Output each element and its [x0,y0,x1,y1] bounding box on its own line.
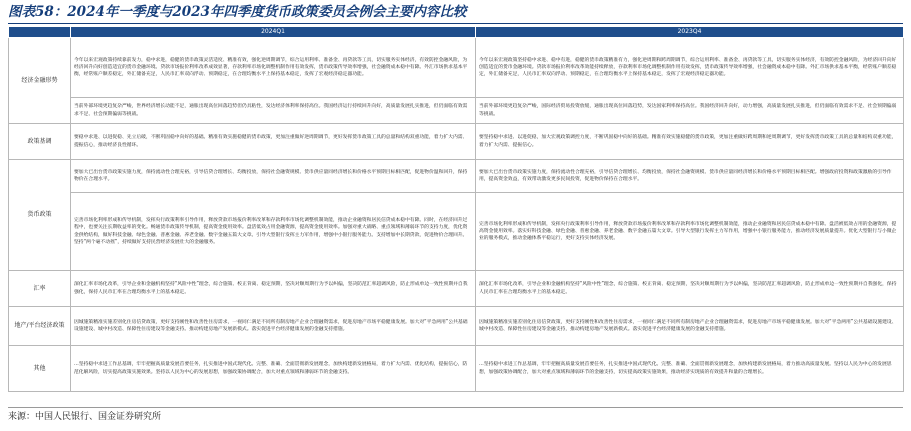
q4-cell: 深化汇率市场化改革，引导企业和金融机构坚持“风险中性”理念，综合施策、校正背离、稳定预期，坚决对顺周期行为予以纠偏，坚决防范汇率超调风险，防止形成单边一致性预期并自我强化，保持人民币汇率在合理均衡水平上的基本稳定。 [476,271,904,307]
q1-cell: 要稳中求进、以进促稳、先立后破，不断巩固稳中向好的基础。精准有效实施稳健的货币政策，更加注重做好逆周期调节，更好发挥货币政策工具的总量和结构双重功能，着力扩大内需、提振信心，推动经济良性循环。 [71,124,476,160]
comparison-table [8,26,904,392]
source-divider [8,407,903,408]
q4-cell: …坚持稳中求进工作总基调，牢牢把握高质量发展首要任务，扎实推进中国式现代化。完整、准确、全面贯彻新发展理念，加快构建新发展格局，着力推动高质量发展。坚持以人民为中心的发展思想，加强政策协调配合，加大对重点领域和薄弱环节的金融支持，切实提高政策实施效果，推动经济实现质的有效提升和量的合理增长。 [476,346,904,392]
table-row [9,160,904,193]
category-cell: 地产/平台经济政策 [9,307,71,346]
table-row [9,346,904,392]
q4-cell: 因城施策精准实施差别化住房信贷政策，更好支持刚性和改善性住房需求，一视同仁满足不同所有制房地产企业合理融资需求，促进房地产市场平稳健康发展。加大对“平急两用”公共基础设施建设、城中村改造、保障性住房建设等金融支持，推动构建房地产发展新模式。落实促进平台经济健康发展的金融支持措施。 [476,307,904,346]
table-row [9,193,904,271]
q1-cell: 因城施策精准实施差别化住房信贷政策，更好支持刚性和改善性住房需求，一视同仁满足不同所有制房地产企业合理融资需求，促进房地产市场平稳健康发展。加大对“平急两用”公共基础设施建设、城中村改造、保障性住房建设等金融支持。推动构建房地产发展新模式。落实促进平台经济健康发展的金融支持措施。 [71,307,476,346]
q4-cell: 完善市场化利率形成和传导机制，发挥央行政策利率引导作用，释放贷款市场报价利率改革和存款利率市场化调整机制效能，推动企业融资和居民信贷成本稳中有降。盘活被低效占用的金融资源，提高资金使用效率。落实好科技金融、绿色金融、普惠金融、养老金融、数字金融五篇大文章。引导大型银行发挥主力军作用，增强中小银行服务能力，推动经济发展质量提升。优化大型银行与小微企业的服务模式，推动金融体系平稳运行，更好支持实体经济发展。 [476,193,904,271]
category-cell: 政策基调 [9,124,71,160]
table-row [9,38,904,98]
q4-cell: 要加大已出台货币政策实施力度，保持流动性合理充裕，引导信贷合理增长、均衡投放，保持社会融资规模、货币供应量同经济增长和价格水平预期目标相匹配。增强政府投资和政策激励的引导作用，提高资金效益，有效带动激发更多民间投资，促进物价保持在合理水平。 [476,160,904,193]
q1-cell: 今年以来宏观政策持续靠前发力，稳中求进，稳健的货币政策灵活适度、精准有效，强化逆周期调节，综合运用利率、准备金、再贷款等工具，切实服务实体经济，有效防控金融风险，为经济回升向好创造适宜的货币金融环境。贷款市场报价利率改革成效显著，存款利率市场化调整机制作用有效发挥，货币政策传导效率增强，社会融资成本稳中有降。外汇市场供求基本平衡，经常账户顺差稳定，外汇储备充足，人民币汇率双向浮动、预期稳定，在合理均衡水平上保持基本稳定，发挥了宏观经济稳定器功能。 [71,38,476,98]
header-category [9,27,71,38]
title-divider [8,23,903,24]
category-cell: 汇率 [9,271,71,307]
q1-cell: 完善市场化利率形成和传导机制，发挥央行政策利率引导作用，释放贷款市场报价利率改革和存款利率市场化调整机制效能，推动企业融资和居民信贷成本稳中有降。同时，在经济回升过程中，也要关注长期收益率的变化。畅通货币政策传导机制，提高资金使用效率。盘活低效占用金融资源，提高资金使用效率。加强对重大战略、重点领域和薄弱环节的支持力度，优化资金供给结构，做好科技金融、绿色金融、普惠金融、养老金融、数字金融五篇大文章。引导大型银行发挥主力军作用，增强中小银行服务能力。支持增加中长期贷款，促进物价合理回升。坚持“两个毫不动摇”，持续做好支持民营经济发展壮大的金融服务。 [71,193,476,271]
table-row [9,271,904,307]
q1-cell: …坚持稳中求进工作总基调，牢牢把握高质量发展首要任务，扎实推进中国式现代化。完整、准确、全面贯彻新发展理念，加快构建新发展格局，着力扩大内需、优化结构，提振信心，防范化解风险，切实提高政策实施效果。坚持以人民为中心的发展思想，加强政策协调配合，加大对重点领域和薄弱环节的金融支持。 [71,346,476,392]
q4-cell: 要坚持稳中求进、以进促稳，加大宏观政策调控力度，不断巩固稳中向好的基础。精准有效实施稳健的货币政策，更加注重做好跨周期和逆周期调节，更好发挥货币政策工具的总量和结构双重功能，着力扩大内需、提振信心。 [476,124,904,160]
header-2024q1: 2024Q1 [71,27,476,38]
table-row [9,98,904,124]
category-cell: 经济金融形势 [9,38,71,124]
q1-cell: 深化汇率市场化改革，引导企业和金融机构坚持“风险中性”理念，综合施策、校正背离、稳定预期，坚决对顺周期行为予以纠偏，坚决防范汇率超调风险，防止形成单边一致性预期并自我强化，保持人民币汇率在合理均衡水平上的基本稳定。 [71,271,476,307]
q1-cell: 当前外部环境更趋复杂严峻，世界经济增长动能不足，通胀出现高位回落趋势但仍具粘性，发达经济体利率保持高位。我国经济运行持续回升向好，高质量发展扎实推进，但仍面临有效需求不足、社会预期偏弱等挑战。 [71,98,476,124]
source-note: 来源：中国人民银行、国金证券研究所 [8,412,162,422]
q1-cell: 要加大已出台货币政策实施力度，保持流动性合理充裕，引导信贷合理增长、均衡投放，保持社会融资规模、货币供应量同经济增长和价格水平预期目标相匹配，促进物价温和回升，保持物价在合理水平。 [71,160,476,193]
category-cell: 其他 [9,346,71,392]
header-2023q4: 2023Q4 [476,27,904,38]
table-row [9,307,904,346]
figure-title: 图表58：2024年一季度与2023年四季度货币政策委员会例会主要内容比较 [8,4,467,20]
q4-cell: 今年以来宏观政策坚持稳中求进、稳中有进，稳健的货币政策精准有力，强化逆周期和跨周期调节，综合运用利率、准备金、再贷款等工具，切实服务实体经济，有效防控金融风险，为经济回升向好创造适宜的货币金融环境。贷款市场报价利率改革效能持续释放，存款利率市场化调整机制作用有效发挥，货币政策传导效率增强，社会融资成本稳中有降。外汇市场供求基本平衡，经常账户顺差稳定，外汇储备充足，人民币汇率双向浮动、预期稳定，在合理均衡水平上保持基本稳定，发挥了宏观经济稳定器功能。 [476,38,904,98]
category-cell: 货币政策 [9,160,71,271]
table-row [9,124,904,160]
table-header-row [9,27,904,38]
q4-cell: 当前外部环境更趋复杂严峻，国际经济贸易投资放缓，通胀出现高位回落趋势，发达国家利率保持高位。我国经济回升向好，动力增强，高质量发展扎实推进，但仍面临有效需求不足、社会预期偏弱等挑战。 [476,98,904,124]
